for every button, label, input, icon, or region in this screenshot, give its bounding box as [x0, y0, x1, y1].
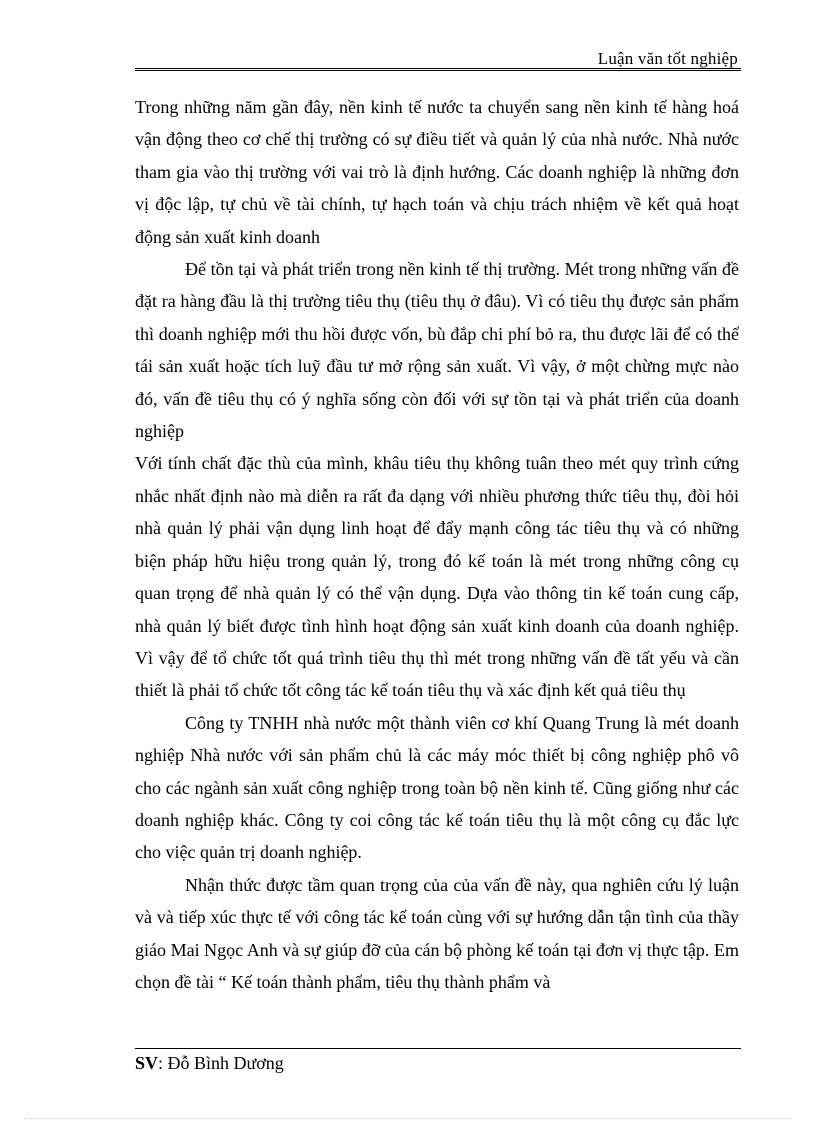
header-title: Luận văn tốt nghiệp [597, 49, 738, 68]
header-rule-double [135, 70, 741, 71]
footer-label: SV [135, 1053, 159, 1073]
paragraph-4: Công ty TNHH nhà nước một thành viên cơ khí Quang Trung là mét doanh nghiệp Nhà nước với sản phẩm chủ là các máy móc thiết bị công nghiệp phô vô cho các ngành sản xuất công nghiệp trong toàn bộ nền kinh tế. Cũng giống như các doanh nghiệp khác. Công ty coi công tác kế toán tiêu thụ là một công cụ đắc lực cho việc quản trị doanh nghiệp. [135, 712, 739, 863]
paragraph-2: Để tồn tại và phát triển trong nền kinh tế thị trường. Mét trong những vấn đề đặt ra hàng đầu là thị trường tiêu thụ (tiêu thụ ở đâu). Vì có tiêu thụ được sản phẩm thì doanh nghiệp mới thu hồi được vốn, bù đắp chi phí bỏ ra, thu được lãi để có thể tái sản xuất hoặc tích luỹ đầu tư mở rộng sản xuất. Vì vậy, ở một chừng mực nào đó, vấn đề tiêu thụ có ý nghĩa sống còn đối với sự tồn tại và phát triển của doanh nghiệp [135, 259, 739, 442]
footer-rule [135, 1048, 741, 1049]
paragraph-3: Với tính chất đặc thù của mình, khâu tiêu thụ không tuân theo mét quy trình cứng nhắc nhất định nào mà diễn ra rất đa dạng với nhiều phương thức tiêu thụ, đòi hỏi nhà quản lý phải vận dụng linh hoạt để đẩy mạnh công tác tiêu thụ và có những biện pháp hữu hiệu trong quản lý, trong đó kế toán là mét trong những công cụ quan trọng để nhà quản lý có thể vận dụng. Dựa vào thông tin kế toán cung cấp, nhà quản lý biết được tình hình hoạt động sản xuất kinh doanh của doanh nghiệp. Vì vậy để tổ chức tốt quá trình tiêu thụ thì mét trong những vấn đề tất yếu và cần thiết là phải tổ chức tốt công tác kế toán tiêu thụ và xác định kết quả tiêu thụ [135, 453, 739, 701]
header-rule [135, 68, 741, 69]
footer [135, 1053, 284, 1074]
paragraph-5: Nhận thức được tầm quan trọng của của vấn đề này, qua nghiên cứu lý luận và và tiếp xúc thực tế với công tác kế toán cùng với sự hướng dẫn tận tình của thầy giáo Mai Ngọc Anh và sự giúp đỡ của cán bộ phòng kế toán tại đơn vị thực tập. Em chọn đề tài “ Kế toán thành phẩm, tiêu thụ thành phẩm và [135, 874, 739, 992]
footer-student-name: : Đỗ Bình Dương [158, 1053, 284, 1073]
document-body [135, 91, 739, 998]
page-bottom-edge [24, 1118, 792, 1119]
paragraph-1: Trong những năm gần đây, nền kinh tế nước ta chuyển sang nền kinh tế hàng hoá vận động theo cơ chế thị trường có sự điều tiết và quản lý của nhà nước. Nhà nước tham gia vào thị trường với vai trò là định hướng. Các doanh nghiệp là những đơn vị độc lập, tự chủ về tài chính, tự hạch toán và chịu trách nhiệm về kết quả hoạt động sản xuất kinh doanh [135, 97, 739, 247]
